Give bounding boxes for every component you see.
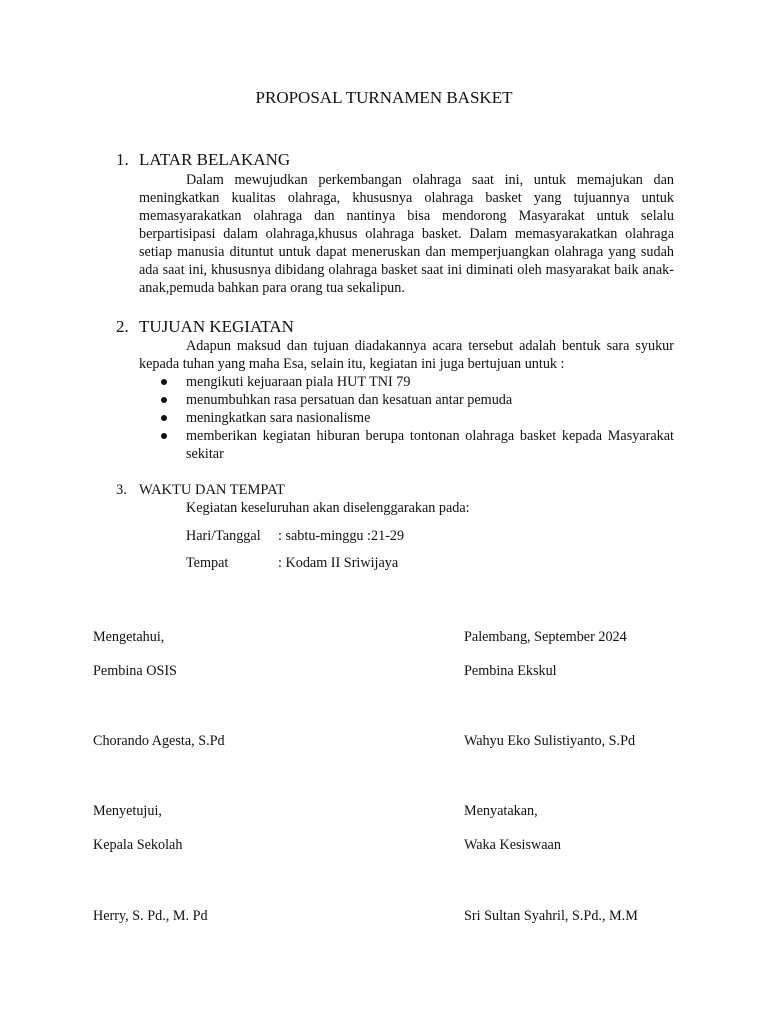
list-item-text: meningkatkan sara nasionalisme — [186, 410, 371, 426]
section-heading-tujuan-kegiatan — [116, 317, 676, 337]
signature-right-top-name: Wahyu Eko Sulistiyanto, S.Pd — [464, 733, 636, 749]
detail-value-hari-tanggal: : sabtu-minggu :21-29 — [278, 528, 405, 544]
signature-left-top-greeting: Mengetahui, — [93, 629, 165, 645]
page-title: PROPOSAL TURNAMEN BASKET — [255, 88, 513, 107]
section-number: 3. — [116, 482, 127, 498]
signature-left-bottom-role: Kepala Sekolah — [93, 837, 183, 853]
section-number: 2. — [116, 317, 129, 336]
signature-right-top-role: Pembina Ekskul — [464, 663, 557, 679]
tujuan-kegiatan-paragraph: Adapun maksud dan tujuan diadakannya acara tersebut adalah bentuk sara syukur kepada tuhan yang maha Esa, selain itu, kegiatan ini juga bertujuan untuk : — [139, 338, 674, 372]
list-item — [139, 391, 674, 409]
section-number: 1. — [116, 150, 129, 169]
signature-left-bottom-greeting: Menyetujui, — [93, 803, 162, 819]
detail-label-tempat: Tempat — [186, 555, 229, 571]
latar-belakang-paragraph: Dalam mewujudkan perkembangan olahraga saat ini, untuk memajukan dan meningkatkan kualitas olahraga, khususnya olahraga basket yang tujuannya untuk memasyarakatkan olahraga dan nantinya bisa mendorong Masyarakat untuk selalu berpartisipasi dalam olahraga,khusus olahraga basket. Dalam memasyarakatkan olahraga setiap manusia dituntut untuk dapat meneruskan dan memperjuangkan olahraga yang sudah ada saat ini, khususnya dibidang olahraga basket saat ini diminati oleh masyarakat baik anak-anak,pemuda bahkan para orang tua sekalipun. — [139, 172, 674, 296]
bullet-icon — [161, 415, 167, 421]
section-heading-latar-belakang — [116, 150, 676, 170]
list-item-text: memberikan kegiatan hiburan berupa tontonan olahraga basket kepada Masyarakat sekitar — [186, 428, 674, 462]
detail-label-hari-tanggal: Hari/Tanggal — [186, 528, 261, 544]
waktu-intro: Kegiatan keseluruhan akan diselenggarakan pada: — [186, 500, 470, 516]
list-item — [139, 373, 674, 391]
detail-value-tempat: : Kodam II Sriwijaya — [278, 555, 399, 571]
signature-left-bottom-name: Herry, S. Pd., M. Pd — [93, 908, 208, 924]
signature-left-top-name: Chorando Agesta, S.Pd — [93, 733, 225, 749]
list-item — [139, 409, 674, 427]
signature-right-bottom-greeting: Menyatakan, — [464, 803, 538, 819]
section-heading-waktu-dan-tempat — [116, 482, 676, 499]
list-item-text: menumbuhkan rasa persatuan dan kesatuan antar pemuda — [186, 392, 513, 408]
signature-left-top-role: Pembina OSIS — [93, 663, 177, 679]
section-title: TUJUAN KEGIATAN — [139, 317, 294, 336]
section-title: WAKTU DAN TEMPAT — [139, 482, 285, 498]
signature-right-top-place-date: Palembang, September 2024 — [464, 629, 627, 645]
section-title: LATAR BELAKANG — [139, 150, 291, 169]
bullet-icon — [161, 379, 167, 385]
tujuan-bullet-list — [139, 373, 674, 463]
signature-right-bottom-role: Waka Kesiswaan — [464, 837, 561, 853]
list-item-text: mengikuti kejuaraan piala HUT TNI 79 — [186, 374, 411, 390]
signature-right-bottom-name: Sri Sultan Syahril, S.Pd., M.M — [464, 908, 638, 924]
bullet-icon — [161, 433, 167, 439]
bullet-icon — [161, 397, 167, 403]
list-item — [139, 427, 674, 463]
